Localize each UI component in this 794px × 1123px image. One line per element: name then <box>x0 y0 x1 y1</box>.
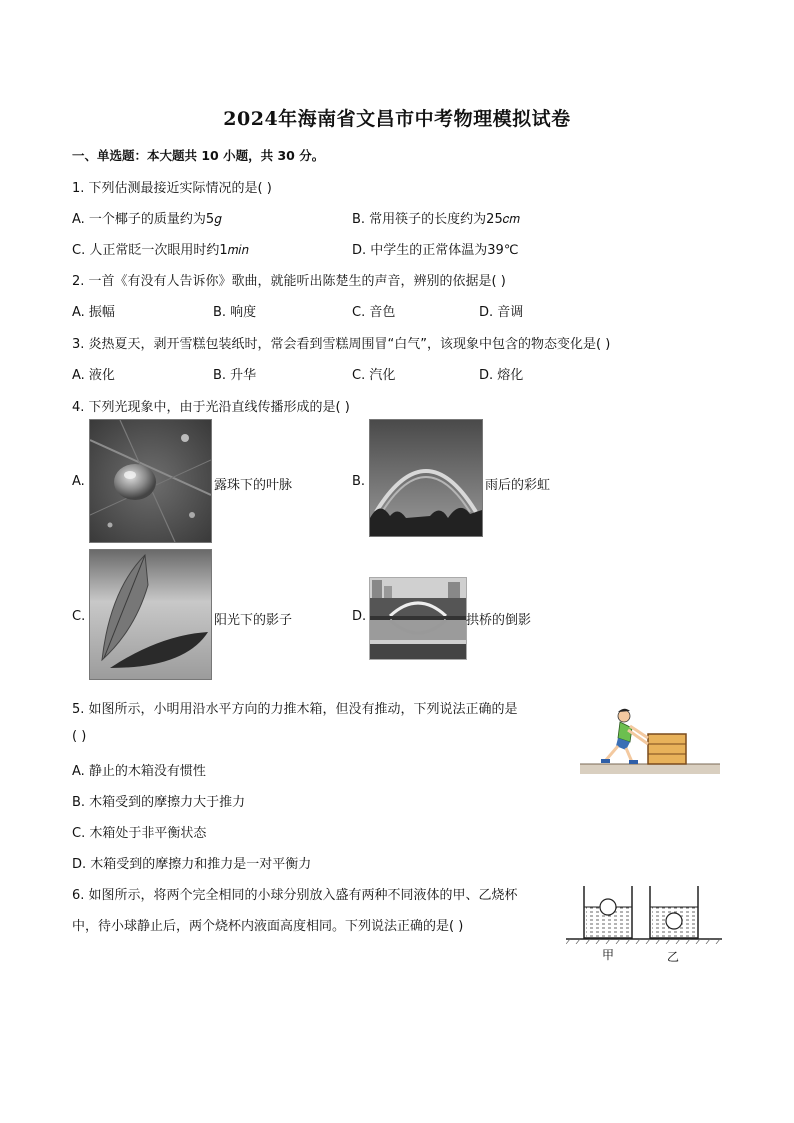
q2-option-d: D. 音调 <box>479 305 524 320</box>
q4-option-b-caption: 雨后的彩虹 <box>485 478 551 493</box>
q4-option-c-caption: 阳光下的影子 <box>214 613 293 628</box>
q1-option-c: C. 人正常眨一次眼用时约1𝑚𝑖𝑛 <box>72 243 249 258</box>
q1-option-a: A. 一个椰子的质量约为5𝑔 <box>72 212 222 227</box>
q1-option-b: B. 常用筷子的长度约为25𝑐𝑚 <box>352 212 520 227</box>
page-title: 2024年海南省文昌市中考物理模拟试卷 <box>223 108 571 130</box>
beaker-label-yi: 乙 <box>667 950 680 964</box>
q1-option-d: D. 中学生的正常体温为39℃ <box>352 243 519 258</box>
rainbow-photo <box>369 419 483 537</box>
leaf-shadow-photo <box>89 549 212 680</box>
q4-option-a-caption: 露珠下的叶脉 <box>214 478 293 493</box>
q3-option-a: A. 液化 <box>72 368 115 383</box>
q3-option-d: D. 熔化 <box>479 368 524 383</box>
q2-option-a: A. 振幅 <box>72 305 115 320</box>
question-5-stem-cont: ( ) <box>72 729 87 744</box>
two-beakers-figure <box>566 882 722 966</box>
q4-option-b-letter: B. <box>352 474 366 489</box>
q5-option-d: D. 木箱受到的摩擦力和推力是一对平衡力 <box>72 857 312 872</box>
arch-bridge-reflection-photo <box>369 577 467 660</box>
question-6-stem: 6. 如图所示，将两个完全相同的小球分别放入盛有两种不同液体的甲、乙烧杯 <box>72 888 518 903</box>
dewdrop-leaf-photo <box>89 419 212 543</box>
question-1-stem: 1. 下列估测最接近实际情况的是( ) <box>72 181 272 196</box>
question-6-stem-cont: 中，待小球静止后，两个烧杯内液面高度相同。下列说法正确的是( ) <box>72 919 464 934</box>
q3-option-b: B. 升华 <box>213 368 257 383</box>
beaker-label-jia: 甲 <box>602 948 615 962</box>
question-5-stem: 5. 如图所示，小明用沿水平方向的力推木箱，但没有推动，下列说法正确的是 <box>72 702 518 717</box>
q4-option-c-letter: C. <box>72 609 86 624</box>
question-4-stem: 4. 下列光现象中，由于光沿直线传播形成的是( ) <box>72 400 350 415</box>
q2-option-c: C. 音色 <box>352 305 396 320</box>
q4-option-d-caption: 拱桥的倒影 <box>466 613 532 628</box>
question-2-stem: 2. 一首《有没有人告诉你》歌曲，就能听出陈楚生的声音，辨别的依据是( ) <box>72 274 506 289</box>
q5-option-b: B. 木箱受到的摩擦力大于推力 <box>72 795 246 810</box>
q2-option-b: B. 响度 <box>213 305 257 320</box>
q5-option-a: A. 静止的木箱没有惯性 <box>72 764 206 779</box>
section-heading: 一、单选题：本大题共 10 小题，共 30 分。 <box>72 148 325 163</box>
q4-option-d-letter: D. <box>352 609 367 624</box>
q4-option-a-letter: A. <box>72 474 85 489</box>
q5-option-c: C. 木箱处于非平衡状态 <box>72 826 207 841</box>
question-3-stem: 3. 炎热夏天，剥开雪糕包装纸时，常会看到雪糕周围冒“白气”，该现象中包含的物态变化是( ) <box>72 337 611 352</box>
boy-pushing-box-figure <box>580 702 720 774</box>
q3-option-c: C. 汽化 <box>352 368 396 383</box>
